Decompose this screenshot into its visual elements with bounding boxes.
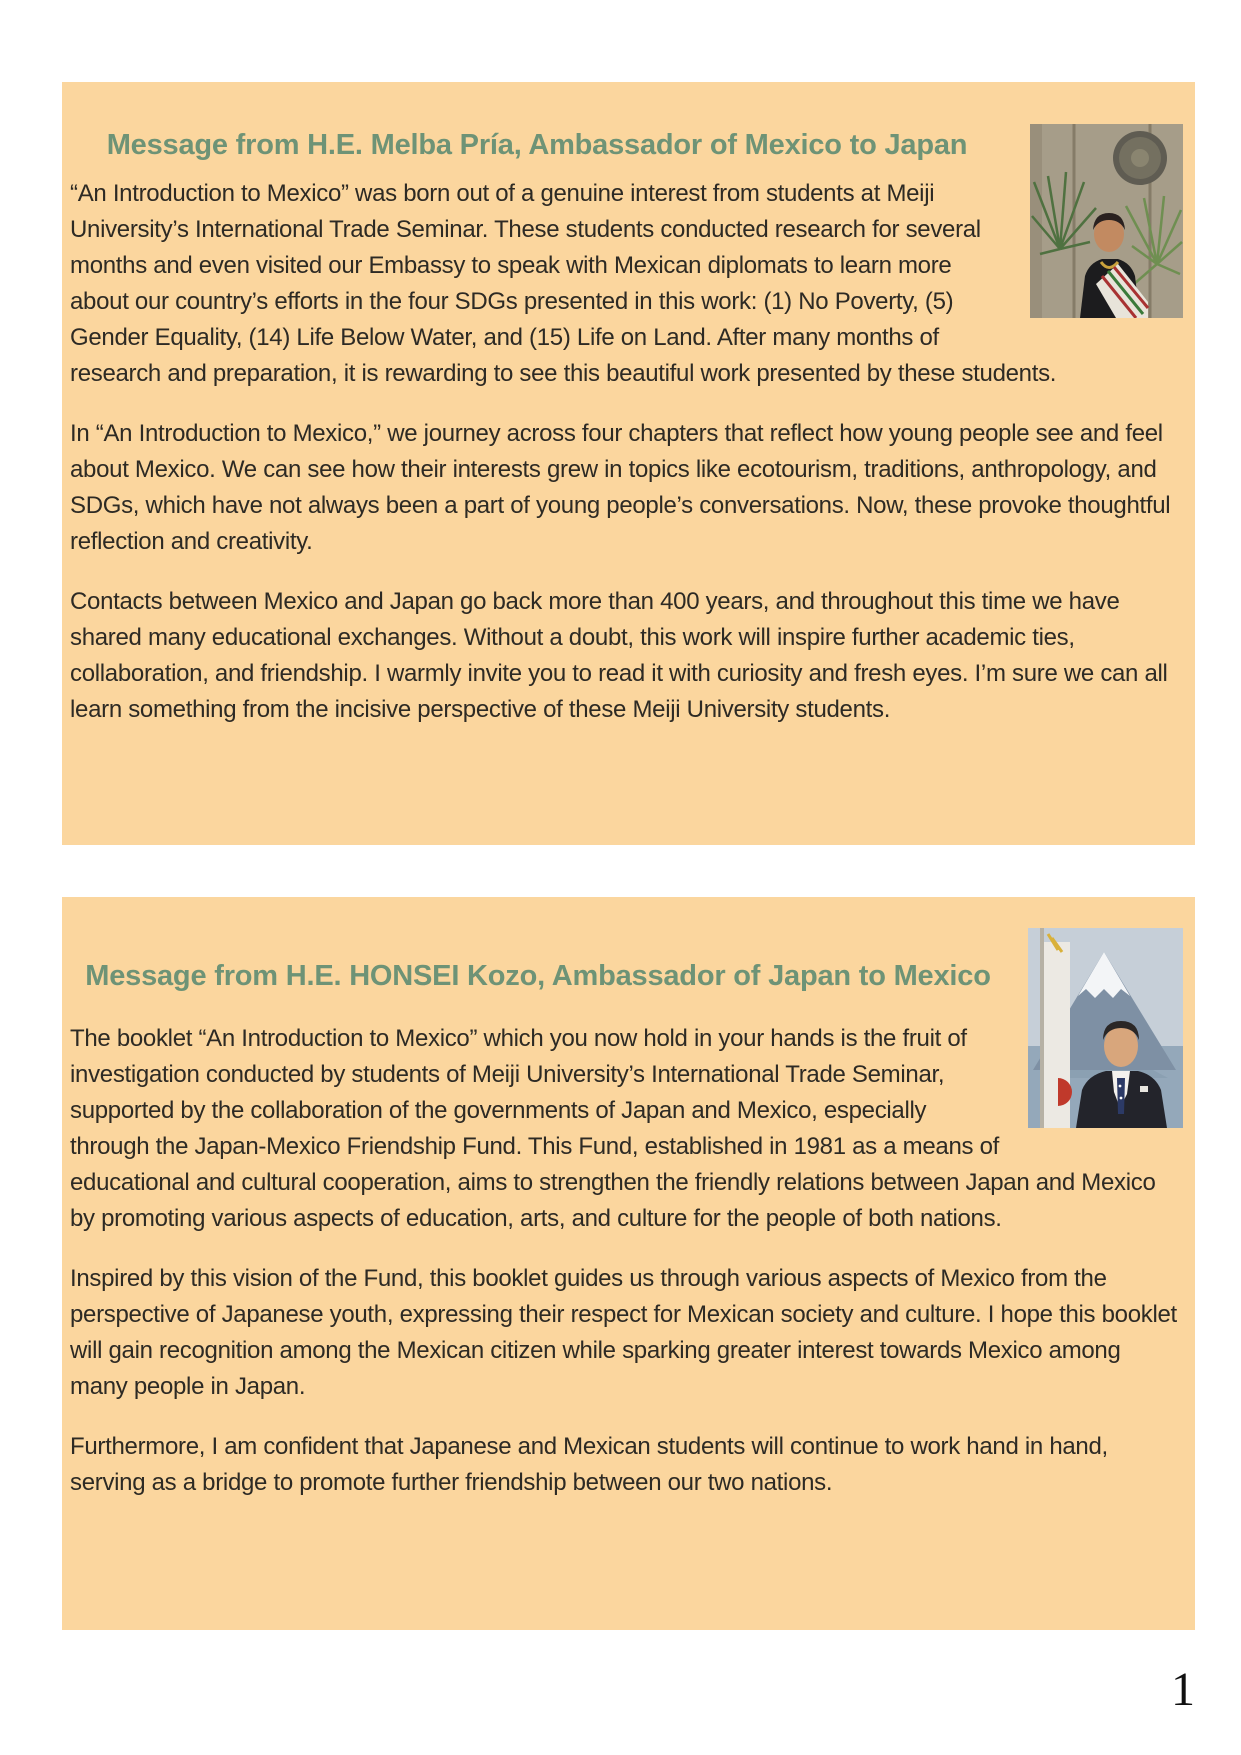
section-heading-japan: Message from H.E. HONSEI Kozo, Ambassador of Japan to Mexico (85, 960, 991, 992)
paragraph: Furthermore, I am confident that Japanese and Mexican students will continue to work hand in hand, serving as a bridge to promote further friendship between our two nations. (70, 1433, 1108, 1496)
paragraph: Inspired by this vision of the Fund, this booklet guides us through various aspects of Mexico from the perspective of Japanese youth, expressing their respect for Mexican society and culture. I hope this booklet will gain recognition among the Mexican citizen while sparking greater interest towards Mexico among many people in Japan. (70, 1265, 1177, 1400)
paragraph: “An Introduction to Mexico” was born out of a genuine interest from students at Meiji University’s International Trade Seminar. These students conducted research for several months and even visited our Embassy to speak with Mexican diplomats to learn more about our country’s efforts in the four SDGs presented in this work: (1) No Poverty, (5) Gender Equality, (14) Life Below Water, and (15) Life on Land. After many months of research and preparation, it is rewarding to see this beautiful work presented by these students. (70, 180, 1057, 387)
paragraph: Contacts between Mexico and Japan go back more than 400 years, and throughout this time we have shared many educational exchanges. Without a doubt, this work will inspire further academic ties, collaboration, and friendship. I warmly invite you to read it with curiosity and fresh eyes. I’m sure we can all learn something from the incisive perspective of these Meiji University students. (70, 588, 1168, 723)
section-heading-mexico: Message from H.E. Melba Pría, Ambassador of Mexico to Japan (106, 129, 968, 161)
message-panel-japan-ambassador (62, 897, 1195, 1630)
paragraph: In “An Introduction to Mexico,” we journey across four chapters that reflect how young people see and feel about Mexico. We can see how their interests grew in topics like ecotourism, traditions, anthropology, and SDGs, which have not always been a part of young people’s conversations. Now, these provoke thoughtful reflection and creativity. (70, 420, 1171, 555)
photo-melba-pria (1030, 124, 1183, 318)
photo-honsei-kozo (1028, 928, 1183, 1128)
message-panel-mexico-ambassador (62, 82, 1195, 845)
paragraph: The booklet “An Introduction to Mexico” which you now hold in your hands is the fruit of investigation conducted by students of Meiji University’s International Trade Seminar, supported by the collaboration of the governments of Japan and Mexico, especially through the Japan-Mexico Friendship Fund. This Fund, established in 1981 as a means of educational and cultural cooperation, aims to strengthen the friendly relations between Japan and Mexico by promoting various aspects of education, arts, and culture for the people of both nations. (70, 1025, 1156, 1232)
page-number: 1 (1171, 1663, 1195, 1716)
